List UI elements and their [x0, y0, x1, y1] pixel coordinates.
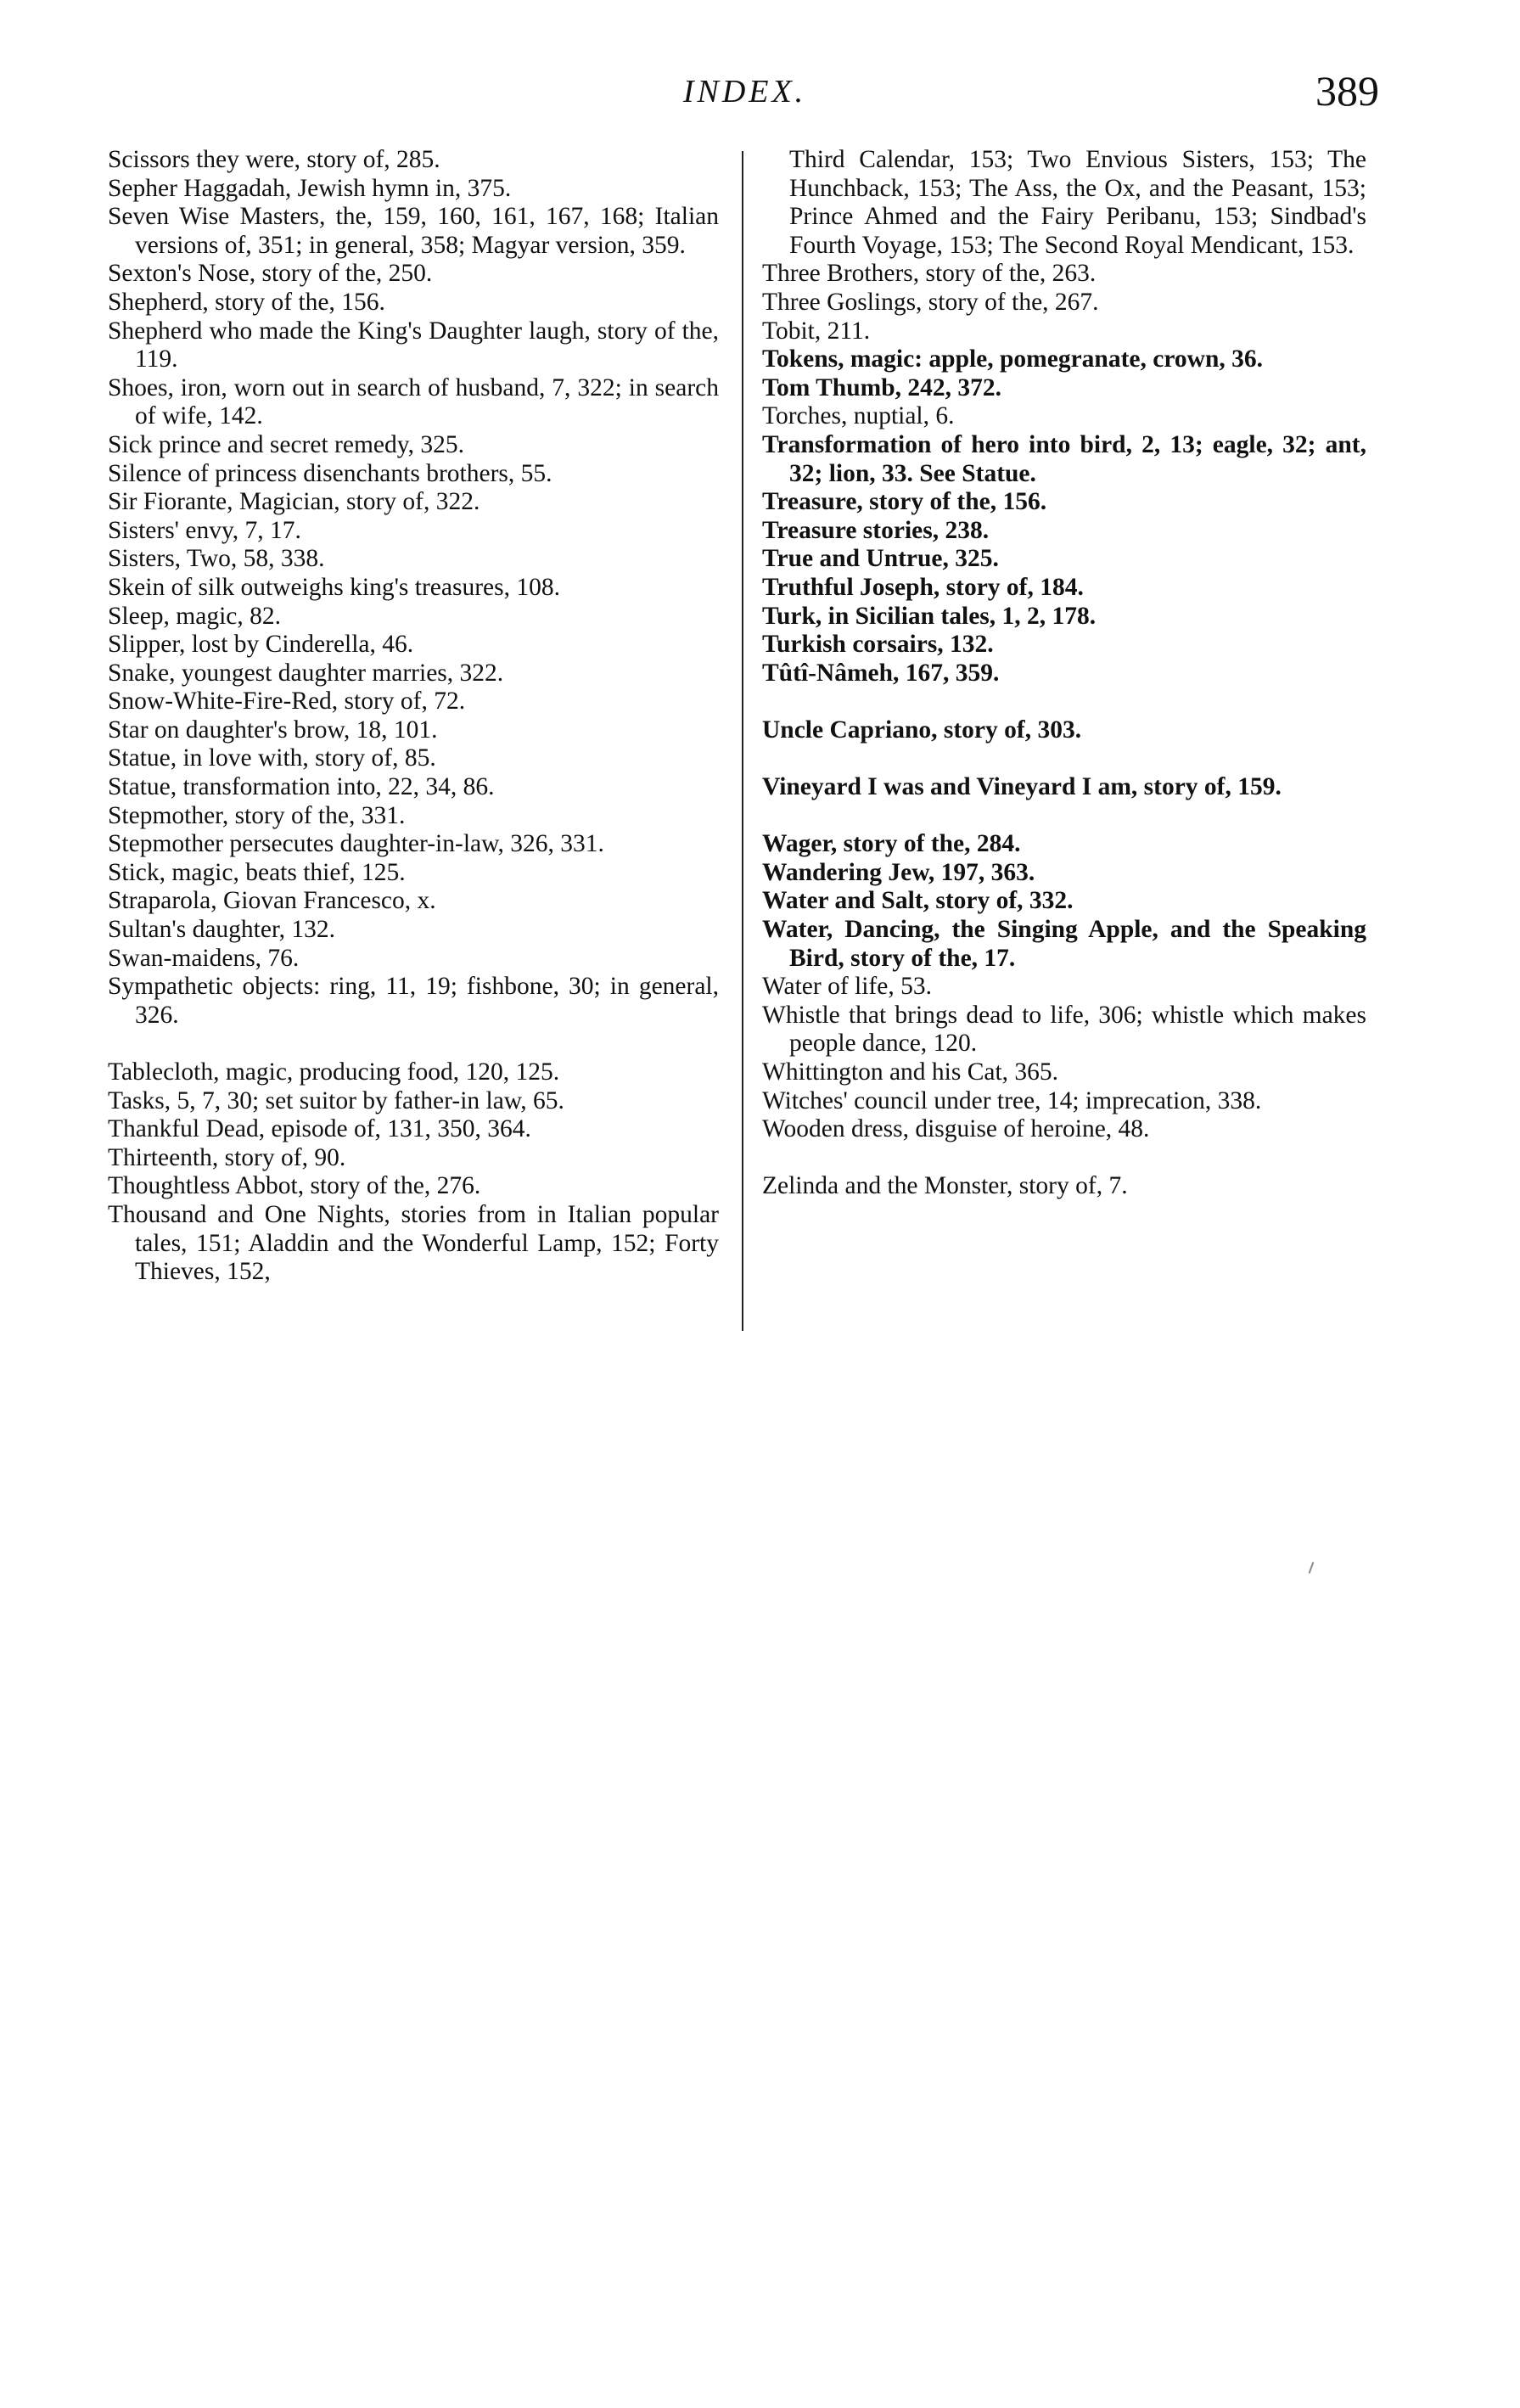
index-entry: Star on daughter's brow, 18, 101.: [108, 716, 438, 744]
index-entry: Scissors they were, story of, 285.: [108, 146, 440, 173]
index-entry: Transformation of hero into bird, 2, 13; eagle, 32; ant, 32; lion, 33. See Statue.: [762, 430, 1366, 487]
index-entry: Wandering Jew, 197, 363.: [762, 858, 1035, 886]
index-entry: Zelinda and the Monster, story of, 7.: [762, 1172, 1128, 1200]
index-entry: Sexton's Nose, story of the, 250.: [108, 260, 433, 288]
index-entry: Three Brothers, story of the, 263.: [762, 260, 1097, 288]
section-gap: [762, 688, 1366, 716]
index-entry: Straparola, Giovan Francesco, x.: [108, 887, 436, 915]
index-entry: Tablecloth, magic, producing food, 120, 125.: [108, 1058, 560, 1086]
index-entry: Truthful Joseph, story of, 184.: [762, 573, 1084, 601]
index-entry: Water and Salt, story of, 332.: [762, 887, 1074, 915]
index-entry: Wooden dress, disguise of heroine, 48.: [762, 1115, 1150, 1143]
index-entry: Shepherd, story of the, 156.: [108, 288, 385, 316]
index-entry: Tom Thumb, 242, 372.: [762, 373, 1001, 401]
index-entry: Sick prince and secret remedy, 325.: [108, 430, 464, 458]
index-entry: Treasure, story of the, 156.: [762, 488, 1047, 516]
index-entry: Vineyard I was and Vineyard I am, story of, 159.: [762, 773, 1282, 801]
index-entry: Sir Fiorante, Magician, story of, 322.: [108, 488, 480, 516]
index-entry: Slipper, lost by Cinderella, 46.: [108, 631, 414, 659]
index-entry: Wager, story of the, 284.: [762, 830, 1021, 858]
index-entry: Tobit, 211.: [762, 317, 871, 345]
index-entry: Stepmother persecutes daughter-in-law, 326, 331.: [108, 830, 604, 858]
index-entry: Stepmother, story of the, 331.: [108, 801, 406, 829]
index-entry: True and Untrue, 325.: [762, 545, 999, 573]
index-entry: Shepherd who made the King's Daughter laugh, story of the, 119.: [108, 317, 719, 373]
index-entry: Statue, transformation into, 22, 34, 86.: [108, 773, 495, 801]
index-entry: Skein of silk outweighs king's treasures, 108.: [108, 573, 560, 601]
index-entry: Shoes, iron, worn out in search of husband, 7, 322; in search of wife, 142.: [108, 373, 719, 430]
section-gap: [762, 802, 1366, 831]
index-entry: Treasure stories, 238.: [762, 516, 990, 544]
index-entry: Thirteenth, story of, 90.: [108, 1143, 346, 1171]
index-entry: Snake, youngest daughter marries, 322.: [108, 659, 504, 687]
index-column-left: [108, 146, 719, 1287]
column-divider: [742, 151, 743, 1331]
index-entry: Uncle Capriano, story of, 303.: [762, 716, 1082, 744]
index-entry: Tokens, magic: apple, pomegranate, crown, 36.: [762, 345, 1263, 373]
index-entry: Sympathetic objects: ring, 11, 19; fishbone, 30; in general, 326.: [108, 973, 719, 1029]
index-entry: Silence of princess disenchants brothers, 55.: [108, 459, 552, 487]
index-entry: Seven Wise Masters, the, 159, 160, 161, 167, 168; Italian versions of, 351; in general, 358; Magyar version, 359.: [108, 203, 719, 259]
section-gap: [762, 744, 1366, 773]
index-entry: Turk, in Sicilian tales, 1, 2, 178.: [762, 602, 1097, 630]
index-entry: Thoughtless Abbot, story of the, 276.: [108, 1172, 481, 1200]
index-entry: Thankful Dead, episode of, 131, 350, 364.: [108, 1115, 531, 1143]
index-entry: Sisters, Two, 58, 338.: [108, 545, 325, 573]
index-entry: Tûtî-Nâmeh, 167, 359.: [762, 659, 1000, 687]
index-entry: Stick, magic, beats thief, 125.: [108, 858, 406, 886]
index-entry: Water of life, 53.: [762, 973, 932, 1001]
running-title: INDEX.: [682, 74, 807, 109]
index-entry: Snow-White-Fire-Red, story of, 72.: [108, 688, 466, 716]
ink-speck: [1309, 1562, 1315, 1574]
index-entry: Sepher Haggadah, Jewish hymn in, 375.: [108, 174, 512, 202]
index-entry: Witches' council under tree, 14; imprecation, 338.: [762, 1086, 1262, 1114]
index-entry: Turkish corsairs, 132.: [762, 631, 994, 659]
index-entry: Whittington and his Cat, 365.: [762, 1058, 1059, 1086]
index-entry: Swan-maidens, 76.: [108, 944, 300, 972]
running-head: [110, 66, 1379, 126]
index-column-right: [762, 146, 1366, 1201]
index-entry: Thousand and One Nights, stories from in Italian popular tales, 151; Aladdin and the Wonderful Lamp, 152; Forty Thieves, 152,: [108, 1200, 719, 1286]
index-entry: Third Calendar, 153; Two Envious Sisters, 153; The Hunchback, 153; The Ass, the Ox, and the Peasant, 153; Prince Ahmed and the Fairy Peribanu, 153; Sindbad's Fourth Voyage, 153; The Second Royal Mendicant, 153.: [789, 146, 1366, 259]
section-gap: [108, 1030, 719, 1058]
index-entry: Torches, nuptial, 6.: [762, 402, 955, 430]
index-entry: Sisters' envy, 7, 17.: [108, 516, 301, 544]
section-gap: [762, 1144, 1366, 1173]
index-entry: Sultan's daughter, 132.: [108, 916, 335, 944]
index-entry: Tasks, 5, 7, 30; set suitor by father-in law, 65.: [108, 1086, 564, 1114]
page-number: 389: [1315, 67, 1379, 115]
index-entry: Whistle that brings dead to life, 306; whistle which makes people dance, 120.: [762, 1001, 1366, 1058]
index-entry: Three Goslings, story of the, 267.: [762, 288, 1099, 316]
index-entry: Sleep, magic, 82.: [108, 602, 281, 630]
index-entry: Water, Dancing, the Singing Apple, and the Speaking Bird, story of the, 17.: [762, 916, 1366, 972]
index-entry: Statue, in love with, story of, 85.: [108, 744, 436, 772]
